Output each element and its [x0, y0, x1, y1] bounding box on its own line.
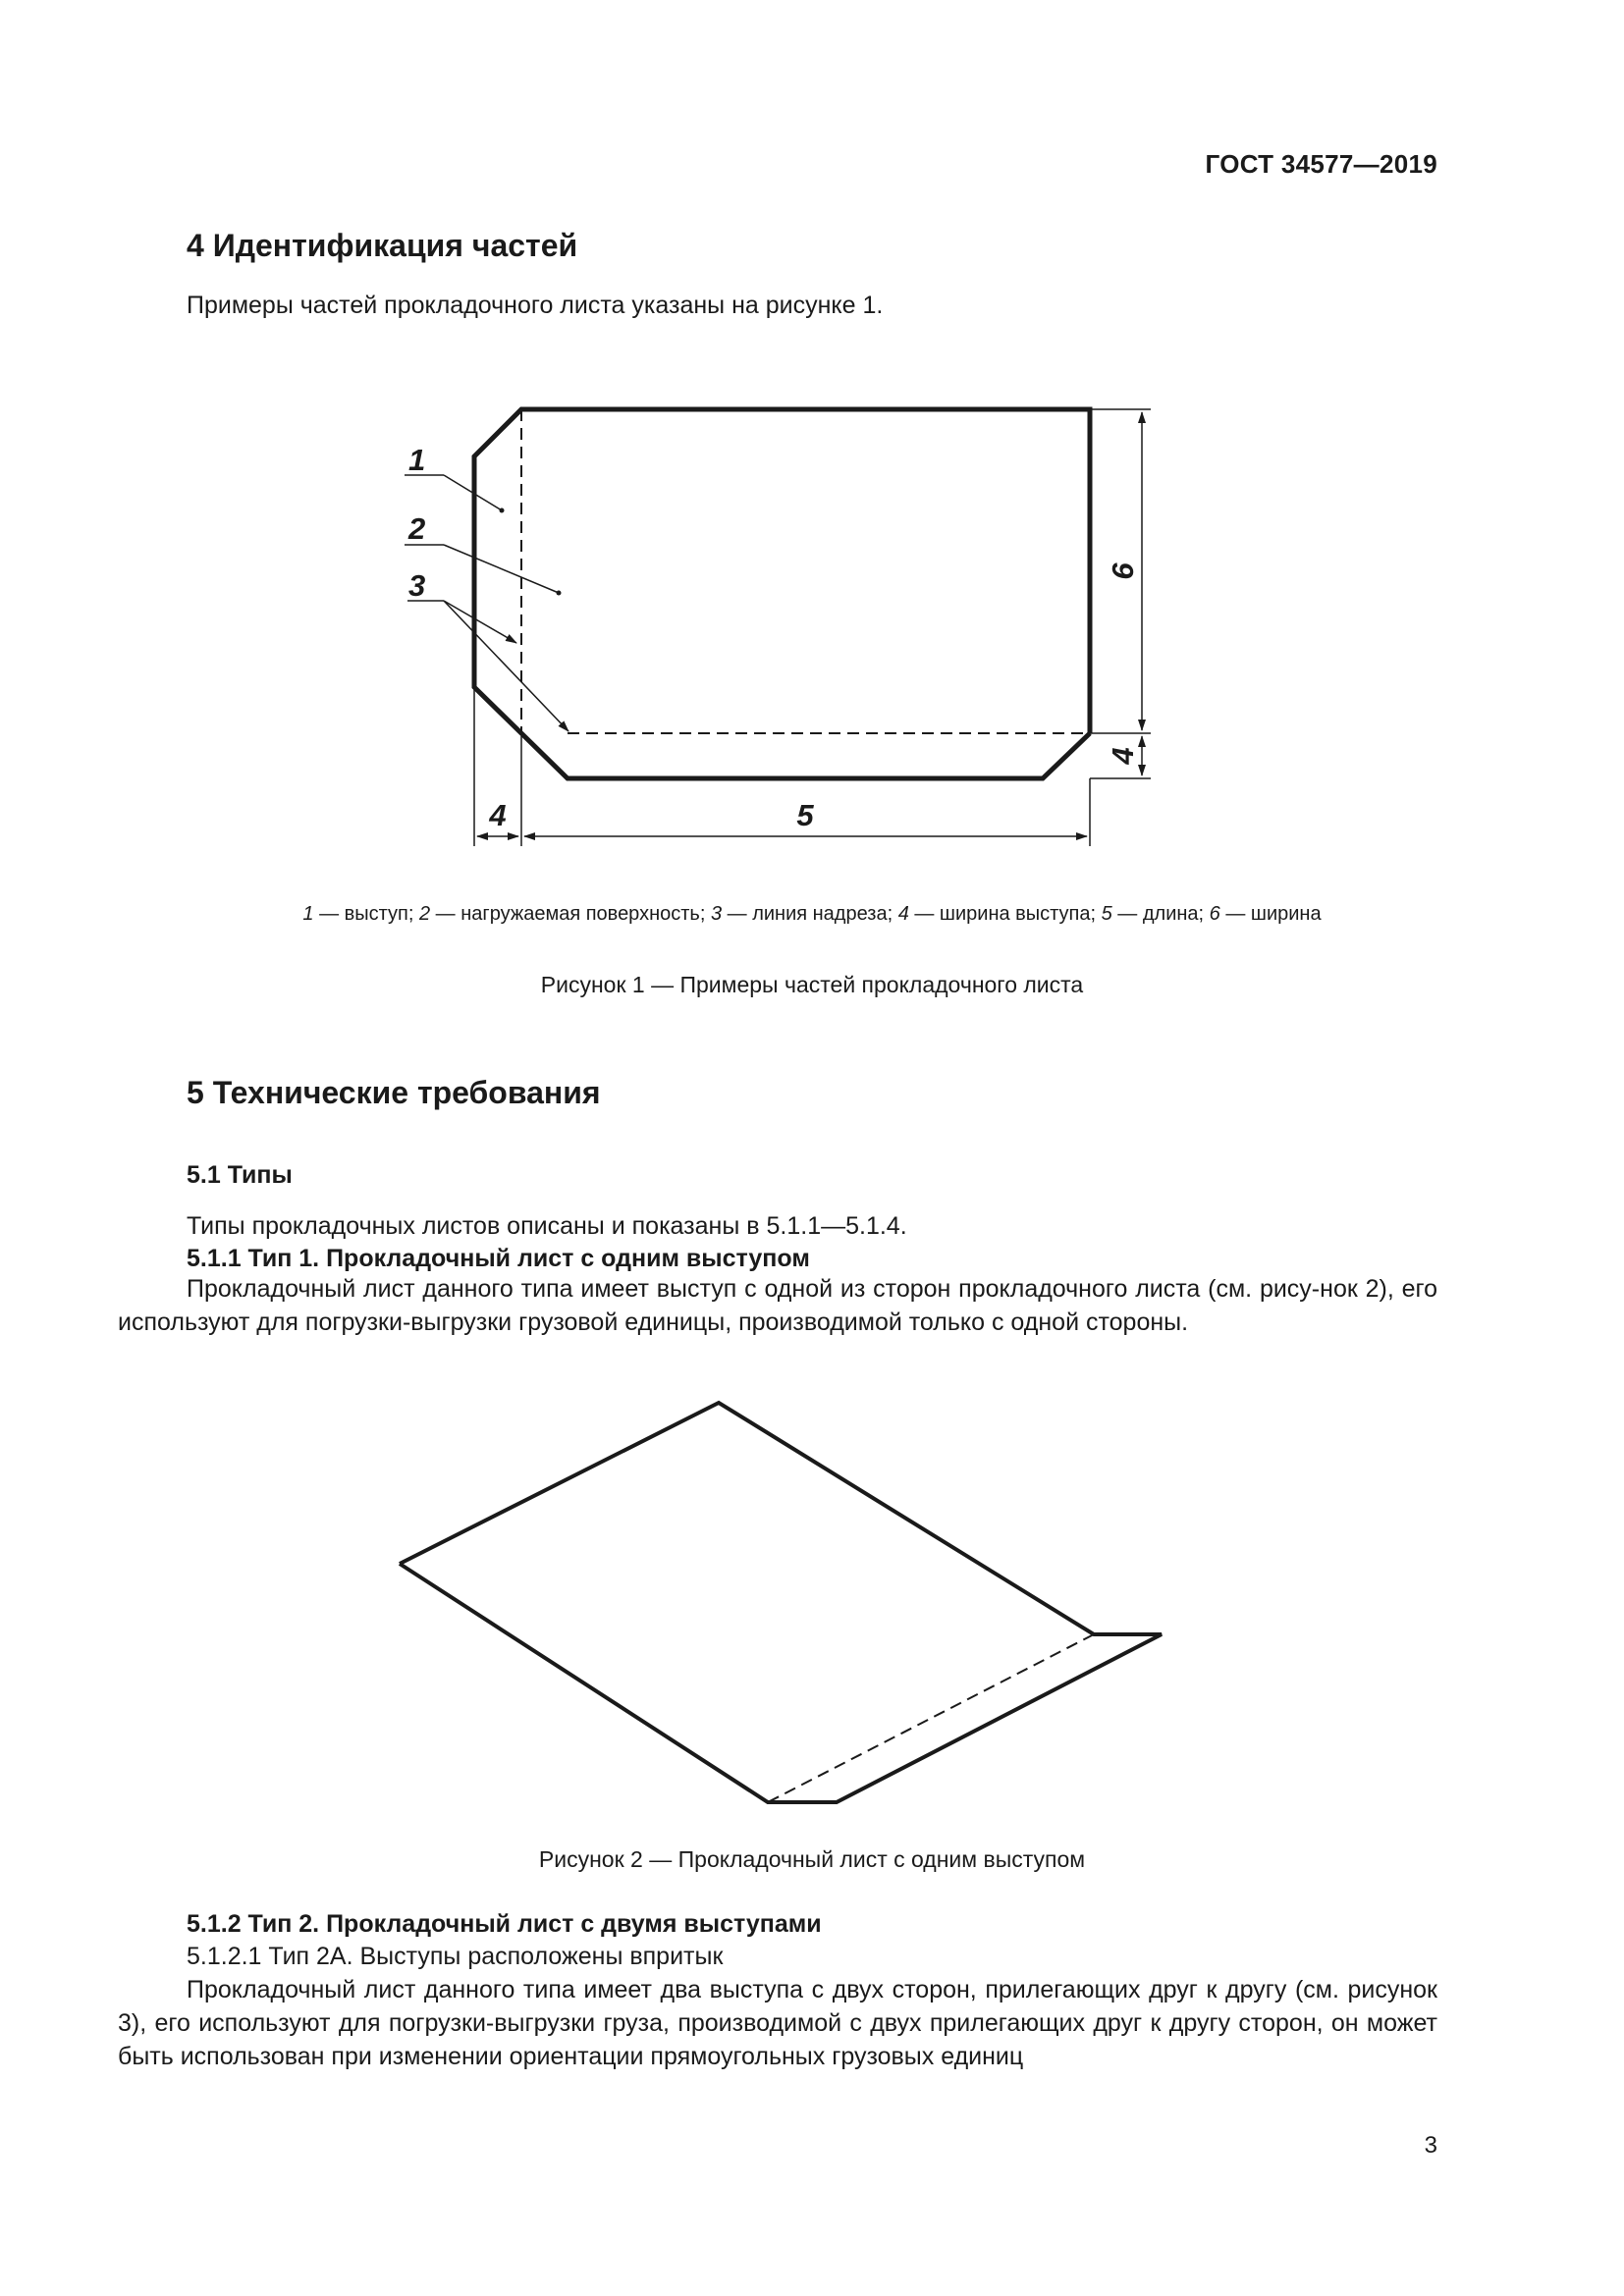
legend-num: 5	[1101, 903, 1112, 925]
fig1-label: 4	[1106, 747, 1140, 765]
fig1-label: 6	[1106, 562, 1140, 580]
legend-text: — длина;	[1111, 903, 1210, 925]
sheet-outline-iso	[400, 1403, 1162, 1802]
legend-num: 3	[710, 903, 723, 925]
section-4-title: 4 Идентификация частей	[187, 228, 578, 263]
legend-text: — выступ;	[313, 903, 419, 925]
legend-num: 1	[302, 903, 314, 925]
section-5-1-2-title: 5.1.2 Тип 2. Прокладочный лист с двумя выступами	[187, 1910, 822, 1938]
section-5-1-1-title: 5.1.1 Тип 1. Прокладочный лист с одним выступом	[187, 1245, 810, 1272]
legend-num: 4	[897, 903, 909, 925]
section-5-1-title: 5.1 Типы	[187, 1161, 293, 1189]
page-number: 3	[1424, 2132, 1437, 2159]
legend-text: — ширина выступа;	[908, 903, 1102, 925]
figure-1-caption: Рисунок 1 — Примеры частей прокладочного листа	[540, 972, 1084, 997]
legend-text: — ширина	[1219, 903, 1322, 925]
section-5-1-1-text: Прокладочный лист данного типа имеет выступ с одной из сторон прокладочного листа (см. рису-нок 2), его используют для погрузки-выгрузки грузовой единицы, производимой только с одной стороны.	[118, 1275, 1437, 1336]
fig1-label: 3	[408, 568, 426, 603]
legend-num: 6	[1209, 903, 1220, 925]
legend-num: 2	[419, 903, 431, 925]
legend-text: — линия надреза;	[722, 903, 898, 925]
document-code: ГОСТ 34577—2019	[1205, 149, 1437, 179]
section-5-1-text: Типы прокладочных листов описаны и показаны в 5.1.1—5.1.4.	[187, 1212, 907, 1240]
fig1-label: 5	[796, 798, 814, 832]
section-5-title: 5 Технические требования	[187, 1075, 601, 1110]
figure-2-caption: Рисунок 2 — Прокладочный лист с одним выступом	[538, 1846, 1086, 1872]
fig1-label: 1	[408, 443, 426, 477]
legend-text: — нагружаемая поверхность;	[430, 903, 711, 925]
section-4-intro: Примеры частей прокладочного листа указаны на рисунке 1.	[187, 292, 884, 319]
fig1-label: 2	[408, 511, 426, 546]
section-5-1-2-1-title: 5.1.2.1 Тип 2А. Выступы расположены впритык	[187, 1943, 724, 1970]
cut-line-iso	[768, 1634, 1094, 1802]
fig1-label: 4	[489, 798, 507, 832]
section-5-1-2-text: Прокладочный лист данного типа имеет два выступа с двух сторон, прилегающих друг к другу (см. рисунок 3), его используют для погрузки-выгрузки груза, производимой с двух прилегающих друг к другу сторон, он может быть использован при изменении ориентации прямоугольных грузовых единиц	[118, 1976, 1437, 2070]
